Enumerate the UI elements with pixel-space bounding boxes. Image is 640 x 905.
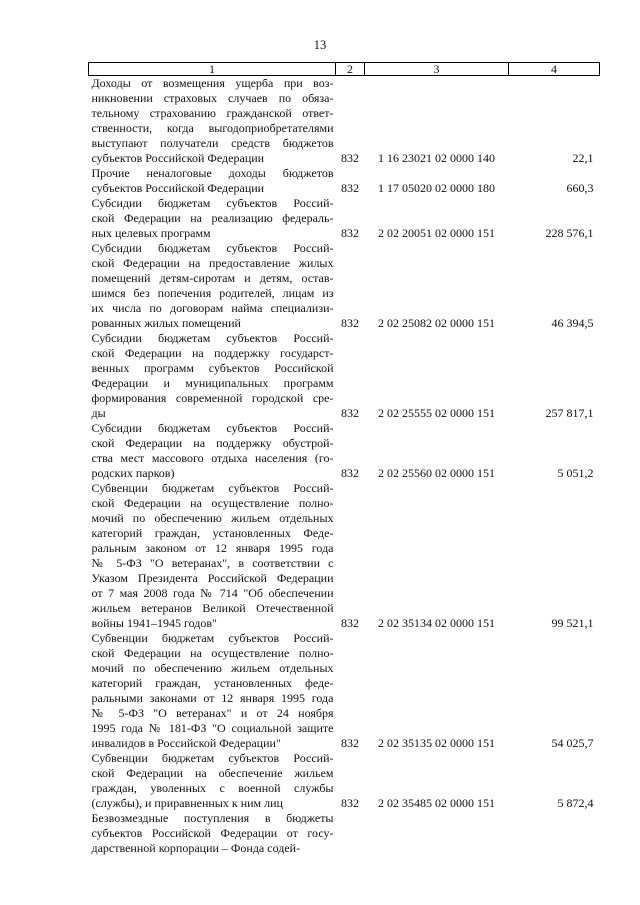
amount-cell: 54 025,7 xyxy=(551,736,594,750)
revenue-name-line: ства мест массового отдыха населения (го- xyxy=(91,451,334,465)
revenue-name-line: Указом Президента Российской Федерации xyxy=(91,571,334,585)
revenue-name-line: их числа по договорам найма специализи- xyxy=(91,301,334,315)
amount-cell: 660,3 xyxy=(566,181,594,195)
revenue-name-cell xyxy=(89,166,336,196)
administrator-code-cell: 832 xyxy=(341,151,359,165)
revenue-name-line: ской Федерации на предоставление жилых xyxy=(91,256,334,270)
revenue-name-line: Субсидии бюджетам субъектов Россий- xyxy=(91,421,334,435)
budget-classification-code-cell: 1 16 23021 02 0000 140 xyxy=(378,151,495,165)
revenue-name-line: субъектов Российской Федерации от госу- xyxy=(91,826,334,840)
revenue-name-line: ской Федерации на осуществление полно- xyxy=(91,496,334,510)
table-row xyxy=(89,631,600,751)
column-header-2: 2 xyxy=(336,63,365,76)
budget-classification-code-cell: 1 17 05020 02 0000 180 xyxy=(378,181,495,195)
revenue-name-cell xyxy=(89,331,336,421)
revenue-name-line: ской Федерации на обеспечение жильем xyxy=(91,766,334,780)
revenue-name-line: формирования современной городской сре- xyxy=(91,391,334,405)
table-body xyxy=(89,76,600,857)
table-row xyxy=(89,331,600,421)
revenue-name-line: Субсидии бюджетам субъектов Россий- xyxy=(91,331,334,345)
revenue-name-cell xyxy=(89,76,336,167)
revenue-name-cell xyxy=(89,811,336,856)
amount-cell: 46 394,5 xyxy=(551,316,594,330)
amount-cell: 99 521,1 xyxy=(551,616,594,630)
revenue-name-line: ственности, когда выгодоприобретателями xyxy=(91,121,334,135)
revenue-name-line: Субвенции бюджетам субъектов Россий- xyxy=(91,751,334,765)
revenue-name-line: категорий граждан, установленных Феде- xyxy=(91,526,334,540)
budget-classification-code-cell: 2 02 35135 02 0000 151 xyxy=(378,736,495,750)
revenue-name-line: № 5-ФЗ "О ветеранах" и от 24 ноября xyxy=(91,706,334,720)
budget-classification-code-cell: 2 02 20051 02 0000 151 xyxy=(378,226,495,240)
revenue-name-line: ской Федерации на поддержку обустрой- xyxy=(91,436,334,450)
table-row xyxy=(89,241,600,331)
budget-classification-code-cell: 2 02 35485 02 0000 151 xyxy=(378,796,495,810)
column-header-1: 1 xyxy=(89,63,336,76)
revenue-name-line: ды xyxy=(91,406,106,420)
revenue-name-line: субъектов Российской Федерации xyxy=(91,181,265,195)
budget-classification-code-cell xyxy=(365,811,509,856)
revenue-name-line: жильем ветеранов Великой Отечественной xyxy=(91,601,334,615)
table-row xyxy=(89,421,600,481)
revenue-name-line: ской Федерации на поддержку государст- xyxy=(91,346,334,360)
revenue-name-line: мочий по обеспечению жильем отдельных xyxy=(91,511,334,525)
budget-classification-code-cell: 2 02 35134 02 0000 151 xyxy=(378,616,495,630)
revenue-name-line: ской Федерации на реализацию федераль- xyxy=(91,211,334,225)
revenue-name-line: Субвенции бюджетам субъектов Россий- xyxy=(91,631,334,645)
revenue-name-line: Субвенции бюджетам субъектов Россий- xyxy=(91,481,334,495)
revenue-name-line: инвалидов в Российской Федерации" xyxy=(91,736,281,750)
column-header-3: 3 xyxy=(365,63,509,76)
revenue-name-line: шимся без попечения родителей, лицам из xyxy=(91,286,334,300)
administrator-code-cell: 832 xyxy=(341,316,359,330)
table-row xyxy=(89,811,600,856)
revenue-name-line: Субсидии бюджетам субъектов Россий- xyxy=(91,241,334,255)
revenue-name-line: ральным законом от 12 января 1995 года xyxy=(91,541,334,555)
revenue-name-line: ской Федерации на осуществление полно- xyxy=(91,646,334,660)
revenue-name-cell xyxy=(89,481,336,631)
administrator-code-cell: 832 xyxy=(341,736,359,750)
table-header-row xyxy=(89,63,600,76)
column-header-4: 4 xyxy=(509,63,600,76)
amount-cell: 22,1 xyxy=(572,151,594,165)
administrator-code-cell: 832 xyxy=(341,796,359,810)
budget-classification-code-cell: 2 02 25560 02 0000 151 xyxy=(378,466,495,480)
revenue-name-line: категорий граждан, установленных феде- xyxy=(91,676,334,690)
administrator-code-cell: 832 xyxy=(341,226,359,240)
revenue-name-line: Субсидии бюджетам субъектов Россий- xyxy=(91,196,334,210)
table-row xyxy=(89,166,600,196)
revenue-name-line: венных программ субъектов Российской xyxy=(91,361,334,375)
revenue-name-line: ральными законами от 12 января 1995 года xyxy=(91,691,334,705)
revenue-name-line: помещений детям-сиротам и детям, остав- xyxy=(91,271,334,285)
revenue-name-line: граждан, уволенных с военной службы xyxy=(91,781,334,795)
administrator-code-cell: 832 xyxy=(341,466,359,480)
revenue-name-line: никновении страховых случаев по обяза- xyxy=(91,91,334,105)
revenue-name-line: субъектов Российской Федерации xyxy=(91,151,265,165)
administrator-code-cell: 832 xyxy=(341,181,359,195)
table-row xyxy=(89,196,600,241)
revenue-name-line: Доходы от возмещения ущерба при воз- xyxy=(91,76,334,90)
revenue-name-line: № 5-ФЗ "О ветеранах", в соответствии с xyxy=(91,556,334,570)
revenue-name-cell xyxy=(89,196,336,241)
revenue-name-line: мочий по обеспечению жильем отдельных xyxy=(91,661,334,675)
revenue-name-line: Безвозмездные поступления в бюджеты xyxy=(91,811,334,825)
revenue-name-line: выступают получатели средств бюджетов xyxy=(91,136,334,150)
page-number: 13 xyxy=(313,38,327,52)
table-row xyxy=(89,481,600,631)
amount-cell: 5 051,2 xyxy=(557,466,594,480)
revenue-name-line: рованных жилых помещений xyxy=(91,316,241,330)
table-row xyxy=(89,751,600,811)
administrator-code-cell: 832 xyxy=(341,406,359,420)
revenue-name-line: от 7 мая 2008 года № 714 "Об обеспечении xyxy=(91,586,334,600)
revenue-name-line: Прочие неналоговые доходы бюджетов xyxy=(91,166,334,180)
revenue-name-line: Федерации и муниципальных программ xyxy=(91,376,334,390)
amount-cell: 5 872,4 xyxy=(557,796,594,810)
revenue-name-line: ных целевых программ xyxy=(91,226,211,240)
revenue-name-line: тельному страхованию гражданской ответ- xyxy=(91,106,334,120)
budget-classification-code-cell: 2 02 25555 02 0000 151 xyxy=(378,406,495,420)
administrator-code-cell: 832 xyxy=(341,616,359,630)
amount-cell: 257 817,1 xyxy=(545,406,594,420)
revenue-name-cell xyxy=(89,421,336,481)
table-row xyxy=(89,76,600,167)
revenue-name-cell xyxy=(89,241,336,331)
administrator-code-cell xyxy=(336,811,365,856)
revenue-name-line: 1995 года № 181-ФЗ "О социальной защите xyxy=(91,721,334,735)
revenue-name-cell xyxy=(89,751,336,811)
revenue-name-cell xyxy=(89,631,336,751)
revenue-table xyxy=(88,62,600,856)
budget-classification-code-cell: 2 02 25082 02 0000 151 xyxy=(378,316,495,330)
revenue-name-line: родских парков) xyxy=(91,466,175,480)
revenue-name-line: дарственной корпорации – Фонда содей- xyxy=(91,841,301,855)
amount-cell: 228 576,1 xyxy=(545,226,594,240)
amount-cell xyxy=(509,811,600,856)
revenue-name-line: войны 1941–1945 годов" xyxy=(91,616,217,630)
revenue-name-line: (службы), и приравненных к ним лиц xyxy=(91,796,283,810)
